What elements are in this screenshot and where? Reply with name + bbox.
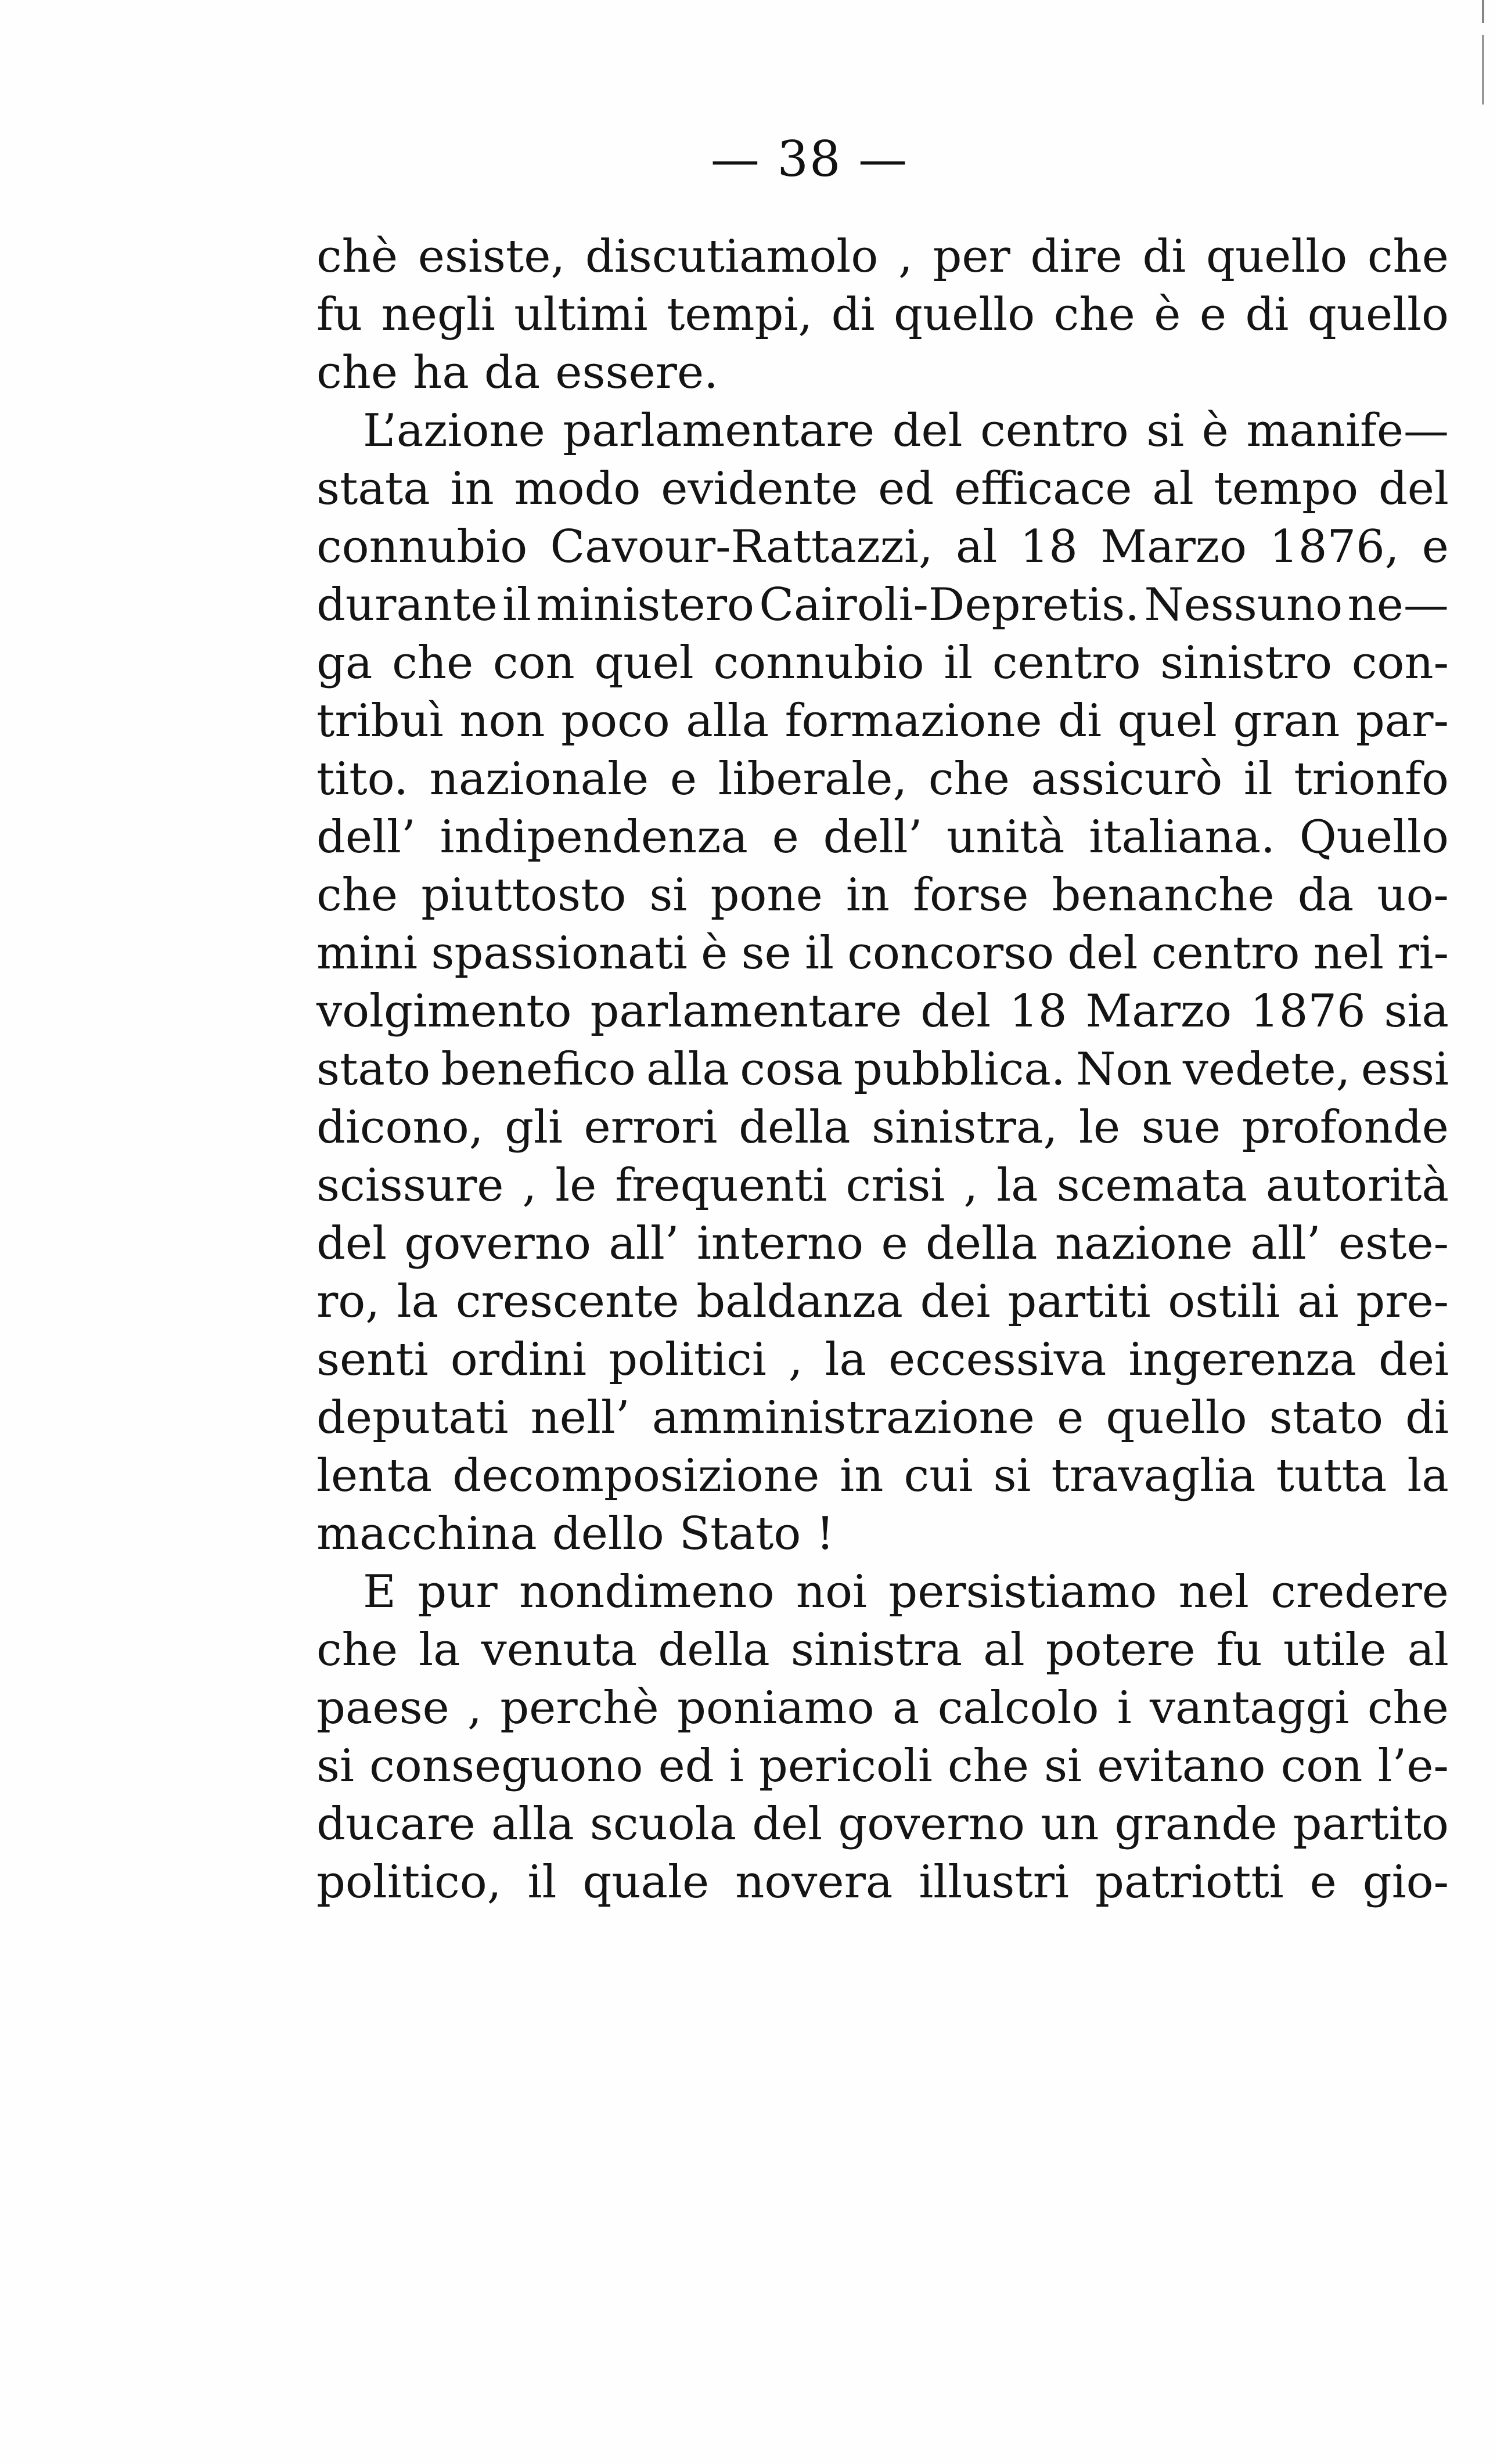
word: vantaggi bbox=[1150, 1682, 1350, 1734]
word: tutta bbox=[1276, 1450, 1387, 1502]
word: ne— bbox=[1347, 579, 1449, 631]
word: il bbox=[527, 1856, 557, 1908]
word: l’e- bbox=[1377, 1740, 1449, 1792]
word: durante bbox=[316, 579, 498, 631]
word: esiste, bbox=[418, 230, 566, 283]
word: trionfo bbox=[1294, 753, 1449, 805]
word: nazionale bbox=[429, 753, 649, 805]
text-line bbox=[316, 286, 1449, 344]
word: essi bbox=[1361, 1043, 1449, 1096]
word: la bbox=[397, 1276, 439, 1328]
word: dell’ bbox=[316, 811, 416, 863]
word: patriotti bbox=[1095, 1856, 1284, 1908]
word: quel bbox=[1117, 695, 1217, 747]
text-line bbox=[316, 576, 1449, 634]
word: di bbox=[1142, 230, 1186, 283]
word: concorso bbox=[847, 927, 1055, 979]
word: alla bbox=[491, 1798, 574, 1850]
word: benanche bbox=[1052, 869, 1275, 921]
word: politici bbox=[609, 1334, 767, 1386]
text-line bbox=[316, 1853, 1449, 1911]
word: errori bbox=[584, 1101, 718, 1154]
text-line bbox=[316, 1389, 1449, 1447]
word: manife— bbox=[1246, 405, 1449, 457]
word: Cairoli-Depretis. bbox=[759, 579, 1140, 631]
word: ministero bbox=[536, 579, 755, 631]
text-line bbox=[316, 402, 1449, 460]
word: si bbox=[993, 1450, 1031, 1502]
word: fu bbox=[1216, 1624, 1262, 1676]
word: forse bbox=[913, 869, 1029, 921]
word: E bbox=[363, 1566, 396, 1618]
word: deputati bbox=[316, 1392, 509, 1444]
word: utile bbox=[1283, 1624, 1387, 1676]
word: del bbox=[1378, 463, 1449, 515]
word: se bbox=[741, 927, 791, 979]
word: unità bbox=[947, 811, 1065, 863]
text-line bbox=[316, 1679, 1449, 1737]
word: che bbox=[1367, 1682, 1449, 1734]
word: la bbox=[825, 1334, 867, 1386]
word: crisi bbox=[845, 1159, 945, 1212]
text-line bbox=[316, 460, 1449, 518]
word: senti bbox=[316, 1334, 429, 1386]
word: con bbox=[492, 637, 575, 689]
word: parlamentare bbox=[563, 405, 875, 457]
word: le bbox=[1078, 1101, 1120, 1154]
text-line bbox=[316, 228, 1449, 286]
word: , bbox=[963, 1159, 978, 1212]
word: gran bbox=[1233, 695, 1340, 747]
word: poco bbox=[561, 695, 670, 747]
word: nel bbox=[1313, 927, 1384, 979]
word: stato bbox=[1269, 1392, 1383, 1444]
word: al bbox=[955, 521, 998, 573]
text-line bbox=[316, 344, 1449, 402]
word: ultimi bbox=[514, 289, 648, 341]
text-line bbox=[316, 924, 1449, 982]
word: essere. bbox=[555, 347, 718, 399]
word: ingerenza bbox=[1128, 1334, 1356, 1386]
word: spassionati bbox=[431, 927, 688, 979]
word: quel bbox=[594, 637, 694, 689]
word: partito bbox=[1293, 1798, 1449, 1850]
word: novera bbox=[735, 1856, 893, 1908]
word: centro bbox=[980, 405, 1129, 457]
word: da bbox=[1297, 869, 1354, 921]
word: è bbox=[701, 927, 728, 979]
word: del bbox=[920, 985, 991, 1038]
word: pur bbox=[418, 1566, 498, 1618]
word: benefico bbox=[441, 1043, 636, 1096]
word: este- bbox=[1338, 1217, 1449, 1270]
word: lenta bbox=[316, 1450, 433, 1502]
word: in bbox=[450, 463, 494, 515]
word: Quello bbox=[1299, 811, 1449, 863]
word: i bbox=[729, 1740, 744, 1792]
word: indipendenza bbox=[440, 811, 748, 863]
word: ro, bbox=[316, 1276, 380, 1328]
text-line bbox=[316, 750, 1449, 808]
word: assicurò bbox=[1031, 753, 1223, 805]
word: governo bbox=[404, 1217, 592, 1270]
word: per bbox=[933, 230, 1010, 283]
word: conseguono bbox=[369, 1740, 643, 1792]
word: dicono, bbox=[316, 1101, 484, 1154]
word: evitano bbox=[1097, 1740, 1266, 1792]
word: quello bbox=[1307, 289, 1449, 341]
word: decomposizione bbox=[452, 1450, 820, 1502]
word: potere bbox=[1045, 1624, 1196, 1676]
word: la bbox=[996, 1159, 1038, 1212]
word: Cavour-Rattazzi, bbox=[550, 521, 933, 573]
word: di bbox=[1245, 289, 1289, 341]
word: della bbox=[926, 1217, 1038, 1270]
word: fu bbox=[316, 289, 363, 341]
word: si bbox=[316, 1740, 354, 1792]
word: che bbox=[316, 347, 398, 399]
text-line bbox=[316, 692, 1449, 750]
word: da bbox=[484, 347, 541, 399]
word: della bbox=[658, 1624, 770, 1676]
word: si bbox=[1044, 1740, 1082, 1792]
word: modo bbox=[514, 463, 641, 515]
word: ha bbox=[413, 347, 469, 399]
word: nel bbox=[1178, 1566, 1249, 1618]
word: la bbox=[1407, 1450, 1449, 1502]
word: Non bbox=[1076, 1043, 1172, 1096]
word: evidente bbox=[661, 463, 858, 515]
word: credere bbox=[1271, 1566, 1449, 1618]
word: al bbox=[983, 1624, 1025, 1676]
word: , bbox=[788, 1334, 803, 1386]
page-edge-shadow bbox=[1482, 0, 1484, 2464]
word: ostili bbox=[1168, 1276, 1280, 1328]
word: e bbox=[1199, 289, 1226, 341]
word: pone bbox=[710, 869, 823, 921]
word: la bbox=[419, 1624, 460, 1676]
word: uo- bbox=[1377, 869, 1449, 921]
text-line bbox=[316, 1795, 1449, 1853]
word: in bbox=[845, 869, 890, 921]
text-line bbox=[316, 1040, 1449, 1098]
word: di bbox=[831, 289, 875, 341]
text-line bbox=[316, 1273, 1449, 1331]
word: autorità bbox=[1265, 1159, 1449, 1212]
word: e bbox=[1422, 521, 1449, 573]
word: venuta bbox=[481, 1624, 638, 1676]
word: ri- bbox=[1397, 927, 1449, 979]
word: Stato bbox=[679, 1508, 801, 1560]
word: interno bbox=[696, 1217, 864, 1270]
word: è bbox=[1154, 289, 1181, 341]
word: stato bbox=[316, 1043, 431, 1096]
text-line bbox=[316, 982, 1449, 1040]
word: dei bbox=[920, 1276, 991, 1328]
word: sinistra bbox=[790, 1624, 963, 1676]
word: pre- bbox=[1356, 1276, 1449, 1328]
word: nell’ bbox=[530, 1392, 630, 1444]
word: italiana. bbox=[1089, 811, 1275, 863]
word: che bbox=[1367, 230, 1449, 283]
word: ga bbox=[316, 637, 373, 689]
word: efficace bbox=[954, 463, 1132, 515]
word: della bbox=[739, 1101, 851, 1154]
word: Marzo bbox=[1085, 985, 1232, 1038]
word: quello bbox=[1106, 1392, 1247, 1444]
word: ducare bbox=[316, 1798, 476, 1850]
word: eccessiva bbox=[888, 1334, 1107, 1386]
word: 1876, bbox=[1269, 521, 1399, 573]
word: cui bbox=[904, 1450, 973, 1502]
word: , bbox=[898, 230, 913, 283]
word: politico, bbox=[316, 1856, 502, 1908]
word: dello bbox=[552, 1508, 664, 1560]
word: chè bbox=[316, 230, 398, 283]
text-line bbox=[316, 1505, 1449, 1563]
word: al bbox=[1407, 1624, 1449, 1676]
text-line bbox=[316, 866, 1449, 924]
word: gli bbox=[505, 1101, 563, 1154]
word: del bbox=[892, 405, 963, 457]
word: illustri bbox=[919, 1856, 1070, 1908]
word: 18 bbox=[1020, 521, 1078, 573]
word: negli bbox=[381, 289, 495, 341]
word: macchina bbox=[316, 1508, 537, 1560]
word: ! bbox=[816, 1508, 834, 1560]
word: sue bbox=[1141, 1101, 1221, 1154]
text-line bbox=[316, 808, 1449, 866]
word: all’ bbox=[1250, 1217, 1321, 1270]
word: frequenti bbox=[615, 1159, 827, 1212]
word: non bbox=[459, 695, 545, 747]
text-line bbox=[316, 1157, 1449, 1215]
word: partiti bbox=[1007, 1276, 1151, 1328]
word: del bbox=[1067, 927, 1138, 979]
word: ordini bbox=[450, 1334, 587, 1386]
word: travaglia bbox=[1051, 1450, 1256, 1502]
word: che bbox=[316, 1624, 398, 1676]
word: cosa bbox=[740, 1043, 843, 1096]
word: che bbox=[392, 637, 474, 689]
word: governo bbox=[838, 1798, 1025, 1850]
text-line bbox=[316, 1331, 1449, 1389]
word: quello bbox=[894, 289, 1035, 341]
word: stata bbox=[316, 463, 430, 515]
word: scuola bbox=[589, 1798, 737, 1850]
word: formazione bbox=[785, 695, 1042, 747]
word: liberale, bbox=[718, 753, 908, 805]
word: , bbox=[467, 1682, 482, 1734]
word: in bbox=[840, 1450, 884, 1502]
word: tito. bbox=[316, 753, 409, 805]
word: dei bbox=[1378, 1334, 1449, 1386]
word: tempo bbox=[1214, 463, 1359, 515]
word: i bbox=[1117, 1682, 1132, 1734]
word: gio- bbox=[1362, 1856, 1449, 1908]
word: di bbox=[1405, 1392, 1449, 1444]
word: dell’ bbox=[823, 811, 923, 863]
word: , bbox=[522, 1159, 537, 1212]
body-text bbox=[316, 228, 1449, 1911]
word: all’ bbox=[609, 1217, 679, 1270]
word: ed bbox=[878, 463, 934, 515]
word: sia bbox=[1384, 985, 1449, 1038]
word: e bbox=[1057, 1392, 1084, 1444]
word: calcolo bbox=[937, 1682, 1099, 1734]
word: scemata bbox=[1056, 1159, 1247, 1212]
word: dire bbox=[1030, 230, 1122, 283]
word: connubio bbox=[316, 521, 528, 573]
word: il bbox=[502, 579, 531, 631]
word: e bbox=[1309, 1856, 1337, 1908]
word: perchè bbox=[500, 1682, 659, 1734]
word: ai bbox=[1297, 1276, 1339, 1328]
word: noi bbox=[796, 1566, 867, 1618]
word: e bbox=[772, 811, 799, 863]
text-line bbox=[316, 518, 1449, 576]
word: sinistro bbox=[1160, 637, 1333, 689]
word: e bbox=[881, 1217, 908, 1270]
word: mini bbox=[316, 927, 418, 979]
word: crescente bbox=[455, 1276, 679, 1328]
word: quale bbox=[582, 1856, 710, 1908]
word: Nessuno bbox=[1144, 579, 1343, 631]
text-line bbox=[316, 1737, 1449, 1795]
word: ed bbox=[658, 1740, 714, 1792]
word: L’azione bbox=[363, 405, 545, 457]
word: che bbox=[928, 753, 1010, 805]
word: amministrazione bbox=[652, 1392, 1035, 1444]
word: sinistra, bbox=[872, 1101, 1058, 1154]
word: scissure bbox=[316, 1159, 504, 1212]
word: a bbox=[892, 1682, 920, 1734]
text-line bbox=[316, 1563, 1449, 1621]
word: volgimento bbox=[316, 985, 572, 1038]
word: vedete, bbox=[1182, 1043, 1351, 1096]
word: centro bbox=[992, 637, 1141, 689]
text-line bbox=[316, 1098, 1449, 1157]
word: è bbox=[1201, 405, 1229, 457]
word: grande bbox=[1114, 1798, 1278, 1850]
word: tribuì bbox=[316, 695, 444, 747]
word: quello bbox=[1206, 230, 1348, 283]
text-line bbox=[316, 1621, 1449, 1679]
word: un bbox=[1040, 1798, 1099, 1850]
word: che bbox=[1053, 289, 1135, 341]
word: paese bbox=[316, 1682, 449, 1734]
word: par- bbox=[1355, 695, 1449, 747]
text-line bbox=[316, 634, 1449, 692]
word: Marzo bbox=[1100, 521, 1247, 573]
word: il bbox=[944, 637, 973, 689]
word: e bbox=[670, 753, 697, 805]
word: 18 bbox=[1009, 985, 1067, 1038]
word: 1876 bbox=[1250, 985, 1366, 1038]
word: il bbox=[805, 927, 834, 979]
word: discutiamolo bbox=[585, 230, 879, 283]
word: alla bbox=[686, 695, 769, 747]
word: del bbox=[752, 1798, 823, 1850]
word: le bbox=[555, 1159, 597, 1212]
page-number: — 38 — bbox=[710, 131, 909, 188]
word: tempi, bbox=[667, 289, 813, 341]
word: centro bbox=[1151, 927, 1300, 979]
word: nazione bbox=[1055, 1217, 1233, 1270]
text-line bbox=[316, 1215, 1449, 1273]
word: si bbox=[649, 869, 688, 921]
word: parlamentare bbox=[590, 985, 902, 1038]
word: che bbox=[947, 1740, 1030, 1792]
word: poniamo bbox=[677, 1682, 875, 1734]
word: che bbox=[316, 869, 398, 921]
word: con bbox=[1280, 1740, 1363, 1792]
word: con- bbox=[1351, 637, 1449, 689]
word: piuttosto bbox=[421, 869, 627, 921]
word: del bbox=[316, 1217, 387, 1270]
word: persistiamo bbox=[888, 1566, 1157, 1618]
word: connubio bbox=[713, 637, 924, 689]
word: profonde bbox=[1241, 1101, 1449, 1154]
word: si bbox=[1146, 405, 1185, 457]
word: nondimeno bbox=[519, 1566, 775, 1618]
word: baldanza bbox=[696, 1276, 903, 1328]
word: di bbox=[1058, 695, 1102, 747]
word: al bbox=[1152, 463, 1194, 515]
text-line bbox=[316, 1447, 1449, 1505]
word: pericoli bbox=[758, 1740, 933, 1792]
word: il bbox=[1243, 753, 1273, 805]
word: alla bbox=[646, 1043, 729, 1096]
word: pubblica. bbox=[853, 1043, 1066, 1096]
